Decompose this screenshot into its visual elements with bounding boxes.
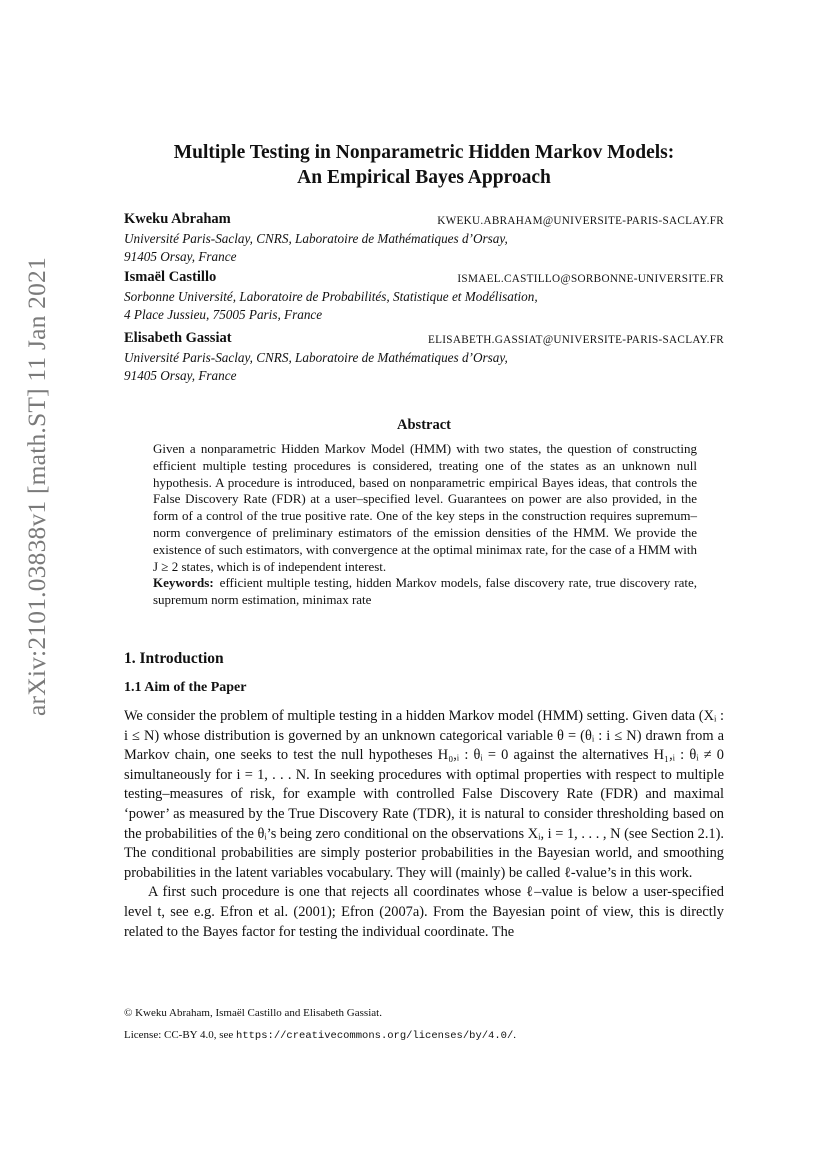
body-text — [124, 707, 724, 942]
author-address: 4 Place Jussieu, 75005 Paris, France — [124, 307, 323, 322]
license-link[interactable]: https://creativecommons.org/licenses/by/4.0/ — [236, 1030, 514, 1042]
author-block — [124, 210, 724, 266]
copyright-line: © Kweku Abraham, Ismaël Castillo and Elisabeth Gassiat. — [124, 1007, 382, 1019]
author-email[interactable]: KWEKU.ABRAHAM@UNIVERSITE-PARIS-SACLAY.FR — [437, 215, 724, 227]
license-prefix: License: CC-BY 4.0, see — [124, 1029, 237, 1041]
author-name: Ismaël Castillo — [124, 269, 217, 285]
author-name: Elisabeth Gassiat — [124, 330, 232, 346]
license-suffix: . — [513, 1029, 517, 1041]
author-address: 91405 Orsay, France — [124, 368, 237, 383]
abstract-text: Given a nonparametric Hidden Markov Model (HMM) with two states, the question of constructing efficient multiple testing procedures is considered, treating one of the states as an unknown null hypothesis. A procedure is introduced, based on nonparametric empirical Bayes ideas, that controls the False Discovery Rate (FDR) at a user–specified level. Guarantees on power are also provided, in the form of a control of the true positive rate. One of the key steps in the construction requires supremum–norm convergence of preliminary estimators of the emission densities of the HMM. We provide the existence of such estimators, with convergence at the optimal minimax rate, for the case of a HMM with J ≥ 2 states, which is of independent interest. — [153, 441, 697, 574]
author-block — [124, 268, 724, 324]
author-email[interactable]: ISMAEL.CASTILLO@SORBONNE-UNIVERSITE.FR — [457, 273, 724, 285]
author-email[interactable]: ELISABETH.GASSIAT@UNIVERSITE-PARIS-SACLAY.FR — [428, 334, 724, 346]
paragraph: A first such procedure is one that rejects all coordinates whose ℓ–value is below a user-specified level t, see e.g. Efron et al. (2001); Efron (2007a). From the Bayesian point of view, this is directly related to the Bayes factor for testing the individual coordinate. The — [124, 884, 724, 940]
paragraph: We consider the problem of multiple testing in a hidden Markov model (HMM) setting. Given data (Xᵢ : i ≤ N) whose distribution is governed by an unknown categorical variable θ = (θᵢ : i ≤ N) drawn from a Markov chain, one seeks to test the null hypotheses H₀,ᵢ : θᵢ = 0 against the alternatives H₁,ᵢ : θᵢ ≠ 0 simultaneously for i = 1, . . . N. In seeking procedures with optimal properties with respect to multiple testing–measures of risk, for example with controlled False Discovery Rate (FDR) and maximal ‘power’ as measured by the True Discovery Rate (TDR), it is natural to consider thresholding based on the probabilities of the θᵢ’s being zero conditional on the observations Xᵢ, i = 1, . . . , N (see Section 2.1). The conditional probabilities are simply posterior probabilities in the Bayesian world, and smoothing probabilities in the latent variables vocabulary. They will (mainly) be called ℓ-value’s in this work. — [124, 708, 725, 881]
author-block — [124, 329, 724, 385]
subsection-heading: 1.1 Aim of the Paper — [124, 680, 247, 695]
paper-title — [124, 140, 724, 190]
arxiv-identifier[interactable]: arXiv:2101.03838v1 [math.ST] 11 Jan 2021 — [22, 257, 51, 716]
abstract-heading: Abstract — [397, 417, 451, 433]
author-name: Kweku Abraham — [124, 211, 231, 227]
keywords-line — [153, 575, 697, 609]
license-line — [124, 1029, 724, 1042]
keywords-label: Keywords: — [153, 575, 214, 591]
author-address: 91405 Orsay, France — [124, 249, 237, 264]
author-affiliation: Sorbonne Université, Laboratoire de Probabilités, Statistique et Modélisation, — [124, 289, 538, 304]
title-line-2: An Empirical Bayes Approach — [297, 167, 551, 188]
abstract-body — [153, 441, 697, 609]
arxiv-stamp — [0, 0, 60, 1169]
section-heading: 1. Introduction — [124, 650, 224, 667]
author-affiliation: Université Paris-Saclay, CNRS, Laboratoire de Mathématiques d’Orsay, — [124, 231, 508, 246]
keywords-list: efficient multiple testing, hidden Markov models, false discovery rate, true discovery rate, supremum norm estimation, minimax rate — [153, 575, 697, 608]
title-line-1: Multiple Testing in Nonparametric Hidden Markov Models: — [173, 142, 675, 163]
author-affiliation: Université Paris-Saclay, CNRS, Laboratoire de Mathématiques d’Orsay, — [124, 350, 508, 365]
